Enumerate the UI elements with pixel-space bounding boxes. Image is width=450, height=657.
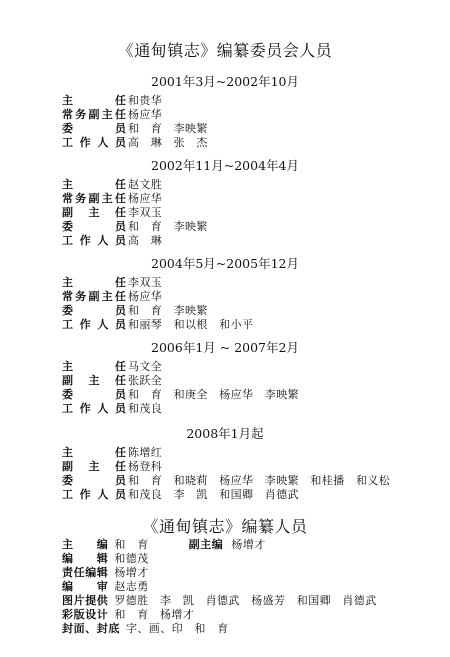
member-names: 陈增红	[128, 446, 163, 459]
member-names: 和丽琴 和以根 和小平	[128, 318, 254, 331]
member-role: 主 任	[62, 178, 126, 191]
editor-role: 编 审	[62, 580, 109, 593]
member-row	[62, 374, 162, 387]
member-row	[62, 234, 162, 247]
period-date: 2008年1月起	[186, 426, 264, 441]
member-role: 工作人员	[62, 488, 126, 501]
editor-role: 图片提供	[62, 594, 109, 607]
editor-row	[62, 594, 377, 607]
member-row	[62, 220, 208, 233]
member-names: 张跃全	[128, 374, 163, 387]
member-row	[62, 276, 162, 289]
editor-row	[62, 538, 266, 551]
member-row	[62, 474, 390, 487]
member-names: 高 琳 张 杰	[128, 136, 208, 149]
member-names: 和 育 和庚全 杨应华 李映繁	[128, 388, 299, 401]
member-row	[62, 488, 299, 501]
member-role: 常务副主任	[62, 290, 126, 303]
member-role: 副 主 任	[62, 206, 126, 219]
editor-role: 责任编辑	[62, 566, 109, 579]
editor-role: 编 辑	[62, 552, 109, 565]
member-names: 和 育 李映繁	[128, 220, 208, 233]
member-names: 和 育 李映繁	[128, 304, 208, 317]
member-row	[62, 318, 253, 331]
member-row	[62, 94, 162, 107]
member-row	[62, 122, 208, 135]
member-row	[62, 388, 299, 401]
member-role: 委 员	[62, 220, 126, 233]
member-names: 杨应华	[128, 108, 163, 121]
member-names: 和 育 和晓莉 杨应华 李映繁 和桂播 和义松	[128, 474, 391, 487]
editor-names: 罗德胜 李 凯 肖德武 杨盛芳 和国卿 肖德武	[114, 594, 377, 607]
period-date: 2004年5月~2005年12月	[151, 256, 299, 271]
member-role: 工作人员	[62, 136, 126, 149]
member-row	[62, 206, 162, 219]
editor-role: 主 编	[62, 538, 109, 551]
editor-names: 杨增才	[114, 566, 149, 579]
member-row	[62, 402, 162, 415]
member-role: 委 员	[62, 122, 126, 135]
member-role: 委 员	[62, 388, 126, 401]
member-role: 主 任	[62, 360, 126, 373]
member-role: 副 主 任	[62, 460, 126, 473]
member-names: 和茂良	[128, 402, 163, 415]
member-row	[62, 290, 162, 303]
editor-role: 彩版设计	[62, 608, 109, 621]
member-row	[62, 136, 208, 149]
editor-names: 字、画、印 和 育	[126, 622, 229, 635]
member-row	[62, 304, 208, 317]
member-role: 工作人员	[62, 402, 126, 415]
member-role: 常务副主任	[62, 192, 126, 205]
member-row	[62, 360, 162, 373]
member-row	[62, 446, 162, 459]
editor-names-secondary: 杨增才	[231, 538, 266, 551]
member-names: 李双玉	[128, 206, 163, 219]
member-names: 李双玉	[128, 276, 163, 289]
member-role: 委 员	[62, 304, 126, 317]
member-role: 委 员	[62, 474, 126, 487]
member-names: 赵文胜	[128, 178, 163, 191]
member-role: 常务副主任	[62, 108, 126, 121]
editor-role-secondary: 副主编	[188, 538, 224, 551]
member-role: 工作人员	[62, 318, 126, 331]
member-role: 主 任	[62, 446, 126, 459]
editor-row	[62, 580, 149, 593]
member-names: 和贵华	[128, 94, 163, 107]
member-names: 杨应华	[128, 192, 163, 205]
member-names: 高 琳	[128, 234, 163, 247]
editor-row	[62, 552, 149, 565]
member-role: 副 主 任	[62, 374, 126, 387]
editor-row	[62, 608, 194, 621]
committee-title: 《通甸镇志》编纂委员会人员	[117, 41, 333, 60]
editors-title: 《通甸镇志》编纂人员	[142, 517, 308, 536]
period-date: 2001年3月~2002年10月	[151, 74, 299, 89]
period-date: 2006年1月 ~ 2007年2月	[151, 340, 299, 355]
member-row	[62, 108, 162, 121]
member-names: 杨应华	[128, 290, 163, 303]
member-names: 和茂良 李 凯 和国卿 肖德武	[128, 488, 299, 501]
member-row	[62, 192, 162, 205]
editor-row	[62, 622, 229, 635]
member-names: 马文全	[128, 360, 163, 373]
editor-names: 赵志勇	[114, 580, 149, 593]
member-names: 和 育 李映繁	[128, 122, 208, 135]
editor-names: 和德茂	[114, 552, 149, 565]
member-row	[62, 178, 162, 191]
member-role: 工作人员	[62, 234, 126, 247]
member-role: 主 任	[62, 94, 126, 107]
member-names: 杨登科	[128, 460, 163, 473]
editor-names: 和 育 杨增才	[114, 608, 195, 621]
editor-names: 和 育	[114, 538, 149, 551]
editor-row	[62, 566, 149, 579]
member-role: 主 任	[62, 276, 126, 289]
member-row	[62, 460, 162, 473]
period-date: 2002年11月~2004年4月	[151, 158, 299, 173]
editor-role: 封面、封底	[62, 622, 120, 635]
